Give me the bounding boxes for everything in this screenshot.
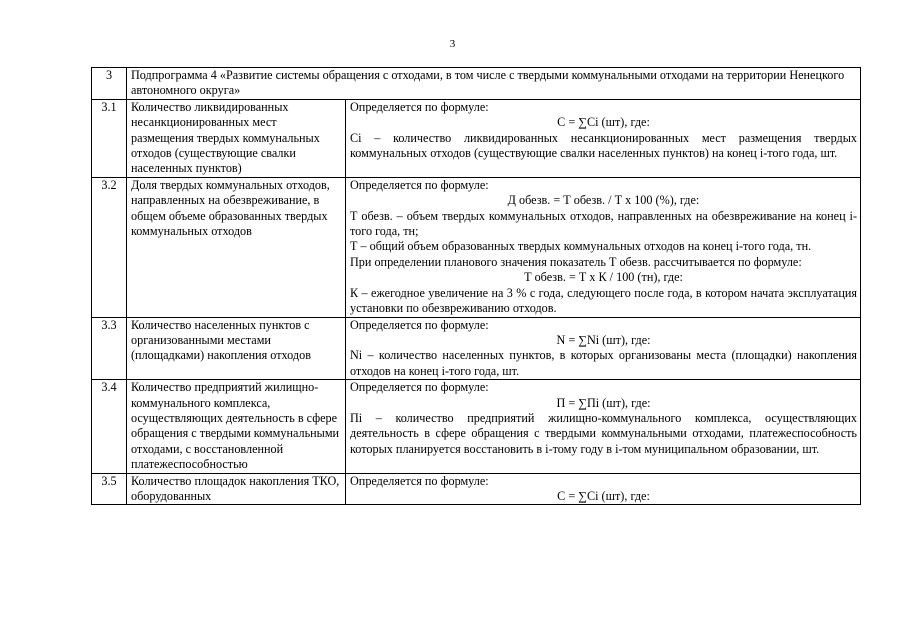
row-number: 3.2 [92, 177, 127, 317]
method-intro: Определяется по формуле: [350, 99, 489, 114]
table-row [92, 99, 861, 177]
formula: П = ∑Пi (шт), где: [556, 395, 651, 410]
indicator-method [346, 473, 861, 505]
section-number: 3 [92, 68, 127, 100]
formula-secondary: Т обезв. = Т х К / 100 (тн), где: [524, 270, 683, 285]
section-title: Подпрограмма 4 «Развитие системы обращения с отходами, в том числе с твердыми коммунальными отходами на территории Ненецкого автономного округа» [127, 68, 861, 100]
indicator-method [346, 380, 861, 473]
indicator-method [346, 317, 861, 380]
formula-description: К – ежегодное увеличение на 3 % с года, следующего после года, в котором начата эксплуатация установки по обезвреживанию отходов. [350, 285, 857, 316]
indicator-name: Количество населенных пунктов с организованными местами (площадками) накопления отходов [127, 317, 346, 380]
table-row [92, 317, 861, 380]
indicator-name: Количество ликвидированных несанкционированных мест размещения твердых коммунальных отходов (существующие свалки населенных пунктов) [127, 99, 346, 177]
formula-description: Т – общий объем образованных твердых коммунальных отходов на конец i-того года, тн. [350, 239, 812, 254]
table-row [92, 177, 861, 317]
indicator-method [346, 177, 861, 317]
formula: С = ∑Ci (шт), где: [557, 488, 650, 503]
formula: N = ∑Ni (шт), где: [556, 332, 651, 347]
formula: С = ∑Ci (шт), где: [557, 115, 650, 130]
method-intro: Определяется по формуле: [350, 473, 489, 488]
formula-description: Ni – количество населенных пунктов, в которых организованы места (площадки) накопления отходов на конец i-того года, шт. [350, 348, 857, 378]
table-row-section [92, 68, 861, 100]
page-number: 3 [449, 38, 456, 50]
row-number: 3.1 [92, 99, 127, 177]
formula-description: Пi – количество предприятий жилищно-коммунального комплекса, осуществляющих деятельность в сфере обращения с твердыми коммунальными отходами, платежеспособность которых планируется восстановить в i-тому году в i-том муниципальном образовании, шт. [350, 410, 857, 456]
formula-description: При определении планового значения показатель Т обезв. рассчитывается по формуле: [350, 254, 802, 269]
method-intro: Определяется по формуле: [350, 317, 489, 332]
row-number: 3.3 [92, 317, 127, 380]
table-row [92, 473, 861, 505]
method-intro: Определяется по формуле: [350, 380, 489, 395]
row-number: 3.5 [92, 473, 127, 505]
table-row [92, 380, 861, 473]
indicator-method [346, 99, 861, 177]
indicator-name: Количество предприятий жилищно-коммунального комплекса, осуществляющих деятельность в сфере обращения с твердыми коммунальными отходами, с восстановленной платежеспособностью [127, 380, 346, 473]
formula-description: Т обезв. – объем твердых коммунальных отходов, направленных на обезвреживание на конец i-того года, тн; [350, 208, 857, 239]
formula-description: Ci – количество ликвидированных несанкционированных мест размещения твердых коммунальных отходов (существующие свалки населенных пунктов) на конец i-того года, шт. [350, 130, 857, 161]
indicator-name: Количество площадок накопления ТКО, оборудованных [127, 473, 346, 505]
indicators-table [91, 67, 861, 505]
formula: Д обезв. = Т обезв. / Т х 100 (%), где: [507, 193, 700, 208]
indicator-name: Доля твердых коммунальных отходов, направленных на обезвреживание, в общем объеме образованных твердых коммунальных отходов [127, 177, 346, 317]
method-intro: Определяется по формуле: [350, 177, 489, 192]
row-number: 3.4 [92, 380, 127, 473]
